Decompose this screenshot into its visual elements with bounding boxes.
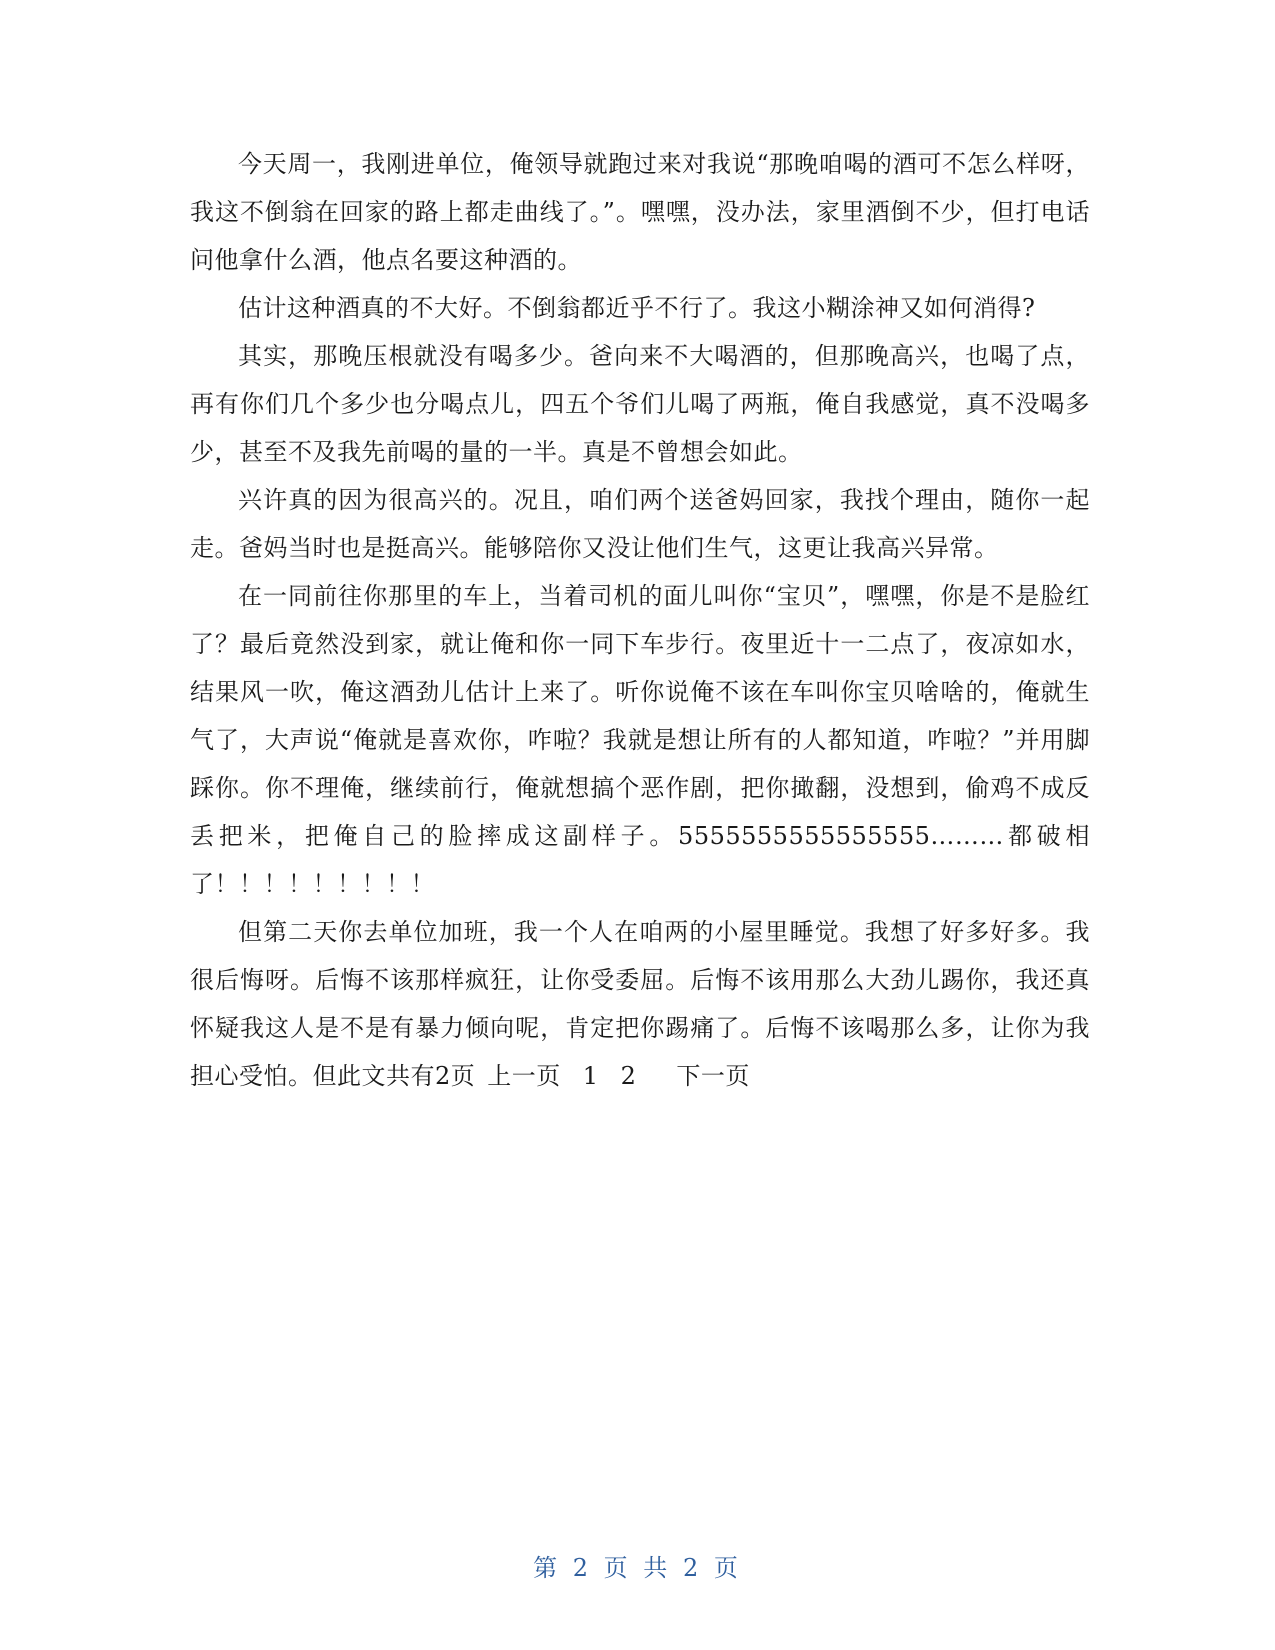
- page-link-2[interactable]: 2: [620, 1062, 637, 1090]
- paragraph-6-text: 但第二天你去单位加班，我一个人在咱两的小屋里睡觉。我想了好多好多。我很后悔呀。后悔不该那样疯狂，让你受委屈。后悔不该用那么大劲儿踢你，我还真怀疑我这人是不是有暴力倾向呢，肯定把你踢痛了。后悔不该喝那么多，让你为我担心受怕。但此文共有2页: [190, 918, 1090, 1090]
- paragraph-3: 其实，那晚压根就没有喝多少。爸向来不大喝酒的，但那晚高兴，也喝了点，再有你们几个多少也分喝点儿，四五个爷们儿喝了两瓶，俺自我感觉，真不没喝多少，甚至不及我先前喝的量的一半。真是不曾想会如此。: [190, 342, 1090, 466]
- next-page-link[interactable]: 下一页: [676, 1062, 750, 1090]
- paragraph-1: 今天周一，我刚进单位，俺领导就跑过来对我说“那晚咱喝的酒可不怎么样呀，我这不倒翁在回家的路上都走曲线了。”。嘿嘿，没办法，家里酒倒不少，但打电话问他拿什么酒，他点名要这种酒的。: [190, 150, 1090, 274]
- document-body: [190, 140, 1090, 1100]
- paragraph-2: 估计这种酒真的不大好。不倒翁都近乎不行了。我这小糊涂神又如何消得?: [238, 294, 1036, 322]
- page-footer: 第 2 页 共 2 页: [533, 1554, 742, 1582]
- paragraph-5: 在一同前往你那里的车上，当着司机的面儿叫你“宝贝”，嘿嘿，你是不是脸红了？最后竟然没到家，就让俺和你一同下车步行。夜里近十一二点了，夜凉如水，结果风一吹，俺这酒劲儿估计上来了。听你说俺不该在车叫你宝贝啥啥的，俺就生气了，大声说“俺就是喜欢你，咋啦？我就是想让所有的人都知道，咋啦？”并用脚踩你。你不理俺，继续前行，俺就想搞个恶作剧，把你撖翻，没想到，偷鸡不成反丢把米，把俺自己的脸摔成这副样子。5555555555555555………都破相了！！！！！！！！！: [190, 582, 1090, 898]
- prev-page-link[interactable]: 上一页: [487, 1062, 561, 1090]
- paragraph-4: 兴许真的因为很高兴的。况且，咱们两个送爸妈回家，我找个理由，随你一起走。爸妈当时也是挺高兴。能够陪你又没让他们生气，这更让我高兴异常。: [190, 486, 1090, 562]
- paragraph-6: [190, 908, 1090, 1100]
- page-link-1[interactable]: 1: [582, 1062, 599, 1090]
